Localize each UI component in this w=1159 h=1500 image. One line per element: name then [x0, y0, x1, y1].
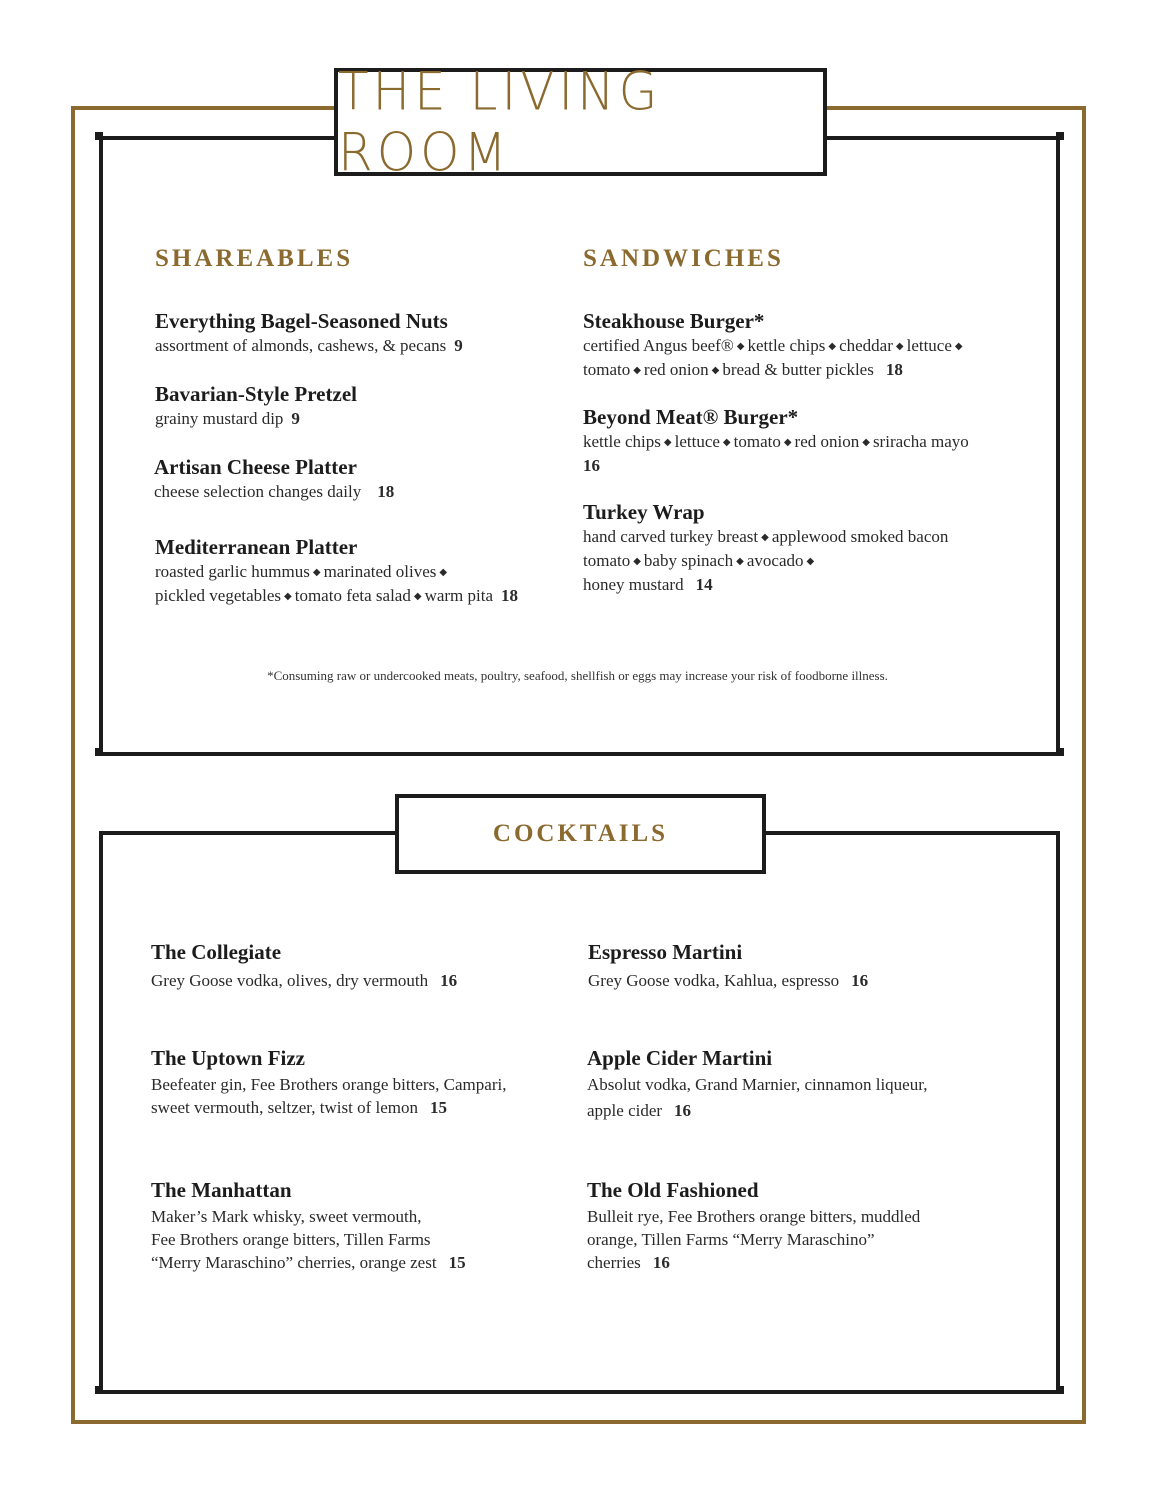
item-desc: apple cider	[587, 1101, 663, 1120]
menu-item	[583, 500, 1013, 596]
diamond-bullet-icon: ◆	[312, 567, 321, 578]
corner-ornament	[1056, 132, 1064, 140]
item-name: Artisan Cheese Platter	[154, 455, 357, 479]
item-desc: certified Angus beef®	[583, 336, 734, 355]
diamond-bullet-icon: ◆	[736, 556, 744, 567]
item-desc: red onion	[794, 432, 860, 451]
sandwiches-section	[583, 245, 1003, 273]
diamond-bullet-icon: ◆	[954, 341, 963, 352]
item-desc: marinated olives	[323, 562, 437, 581]
item-price: 18	[501, 586, 519, 605]
item-desc: Bulleit rye, Fee Brothers orange bitters, muddled	[587, 1207, 921, 1226]
diamond-bullet-icon: ◆	[633, 556, 641, 567]
item-price: 18	[885, 360, 903, 379]
item-desc: Fee Brothers orange bitters, Tillen Farms	[151, 1230, 431, 1249]
item-name: Steakhouse Burger*	[583, 309, 765, 333]
item-price: 9	[291, 409, 300, 428]
item-price: 16	[440, 971, 458, 990]
menu-item	[583, 309, 1013, 382]
item-desc: red onion	[643, 360, 709, 379]
item-desc: orange, Tillen Farms “Merry Maraschino”	[587, 1230, 875, 1249]
cocktail-item	[151, 1178, 571, 1274]
item-desc: Grey Goose vodka, Kahlua, espresso	[588, 971, 840, 990]
item-name: Mediterranean Platter	[155, 535, 358, 559]
item-desc: Absolut vodka, Grand Marnier, cinnamon liqueur,	[587, 1075, 928, 1094]
diamond-bullet-icon: ◆	[284, 591, 292, 602]
cocktail-item	[151, 940, 571, 992]
cocktails-heading-box	[395, 794, 766, 874]
item-name: Espresso Martini	[588, 940, 743, 964]
food-safety-disclaimer: *Consuming raw or undercooked meats, poultry, seafood, shellfish or eggs may increase your risk of foodborne illness.	[267, 668, 888, 683]
diamond-bullet-icon: ◆	[828, 341, 837, 352]
item-desc: pickled vegetables	[155, 586, 282, 605]
item-name: Turkey Wrap	[583, 500, 705, 524]
diamond-bullet-icon: ◆	[722, 437, 731, 448]
item-price: 15	[430, 1098, 448, 1117]
diamond-bullet-icon: ◆	[663, 437, 672, 448]
menu-item	[155, 382, 565, 430]
item-name: Bavarian-Style Pretzel	[155, 382, 357, 406]
item-desc: assortment of almonds, cashews, & pecans	[155, 336, 447, 355]
item-desc: cherries	[587, 1253, 641, 1272]
item-desc: sriracha mayo	[872, 432, 969, 451]
diamond-bullet-icon: ◆	[895, 341, 904, 352]
item-desc: grainy mustard dip	[155, 409, 284, 428]
menu-item	[154, 455, 564, 503]
item-desc: hand carved turkey breast	[583, 527, 759, 546]
diamond-bullet-icon: ◆	[783, 437, 792, 448]
menu-item	[155, 309, 565, 357]
item-price: 15	[448, 1253, 466, 1272]
cocktail-item	[587, 1178, 1007, 1274]
item-desc: Beefeater gin, Fee Brothers orange bitters, Campari,	[151, 1075, 507, 1094]
item-name: Apple Cider Martini	[587, 1046, 773, 1070]
item-name: The Collegiate	[151, 940, 282, 964]
item-name: The Manhattan	[151, 1178, 292, 1202]
item-desc: Grey Goose vodka, olives, dry vermouth	[151, 971, 429, 990]
item-desc: cheddar	[839, 336, 893, 355]
item-desc: cheese selection changes daily	[154, 482, 362, 501]
item-name: Everything Bagel-Seasoned Nuts	[155, 309, 448, 333]
item-desc: “Merry Maraschino” cherries, orange zest	[151, 1253, 437, 1272]
title-box	[334, 61, 827, 183]
item-desc: bread & butter pickles	[722, 360, 874, 379]
item-desc: lettuce	[674, 432, 720, 451]
corner-ornament	[95, 748, 103, 756]
item-price: 9	[454, 336, 463, 355]
corner-ornament	[1056, 1386, 1064, 1394]
diamond-bullet-icon: ◆	[413, 591, 422, 602]
cocktail-item	[588, 940, 1008, 992]
item-desc: honey mustard	[583, 575, 684, 594]
diamond-bullet-icon: ◆	[806, 556, 815, 567]
page-title: THE LIVING ROOM	[338, 61, 662, 183]
item-price: 16	[583, 456, 600, 475]
menu-item	[155, 535, 565, 608]
item-desc: tomato	[583, 360, 631, 379]
item-price: 16	[851, 971, 869, 990]
diamond-bullet-icon: ◆	[439, 567, 448, 578]
item-name: The Old Fashioned	[587, 1178, 759, 1202]
cocktails-heading: COCKTAILS	[492, 820, 669, 847]
item-desc: sweet vermouth, seltzer, twist of lemon	[151, 1098, 419, 1117]
item-desc: lettuce	[906, 336, 952, 355]
cocktail-item	[151, 1046, 571, 1119]
corner-ornament	[95, 132, 103, 140]
item-desc: avocado	[746, 551, 804, 570]
shareables-section	[155, 245, 555, 273]
menu-item	[583, 405, 1013, 477]
sandwiches-heading: SANDWICHES	[583, 245, 784, 272]
item-desc: roasted garlic hummus	[155, 562, 310, 581]
diamond-bullet-icon: ◆	[633, 365, 641, 376]
corner-ornament	[95, 1386, 103, 1394]
item-price: 16	[674, 1101, 692, 1120]
diamond-bullet-icon: ◆	[862, 437, 870, 448]
item-desc: warm pita	[424, 586, 494, 605]
item-desc: tomato	[733, 432, 781, 451]
item-desc: baby spinach	[643, 551, 734, 570]
item-desc: tomato	[583, 551, 631, 570]
shareables-heading: SHAREABLES	[155, 245, 354, 272]
item-desc: applewood smoked bacon	[771, 527, 949, 546]
item-desc: kettle chips	[747, 336, 826, 355]
item-name: Beyond Meat® Burger*	[583, 405, 799, 429]
item-desc: Maker’s Mark whisky, sweet vermouth,	[151, 1207, 422, 1226]
corner-ornament	[1056, 748, 1064, 756]
diamond-bullet-icon: ◆	[711, 365, 720, 376]
item-price: 18	[377, 482, 395, 501]
item-price: 14	[695, 575, 713, 594]
diamond-bullet-icon: ◆	[761, 532, 769, 543]
item-price: 16	[652, 1253, 670, 1272]
item-desc: tomato feta salad	[294, 586, 411, 605]
item-desc: kettle chips	[583, 432, 661, 451]
cocktail-item	[587, 1046, 1007, 1122]
item-name: The Uptown Fizz	[151, 1046, 305, 1070]
diamond-bullet-icon: ◆	[736, 341, 745, 352]
